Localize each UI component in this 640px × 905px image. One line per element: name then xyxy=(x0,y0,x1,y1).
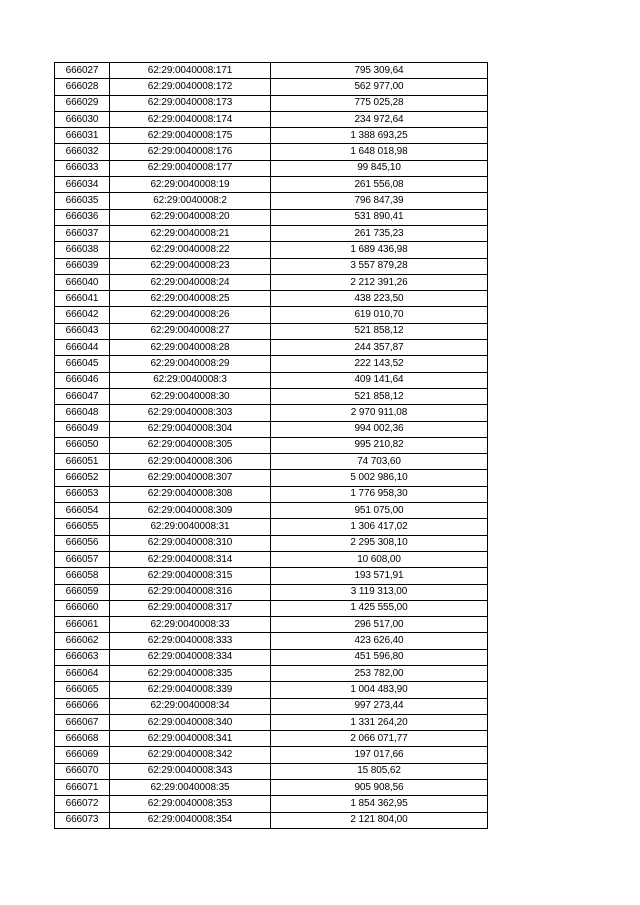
cadastral-number-cell: 62:29:0040008:2 xyxy=(110,193,271,209)
row-number-cell: 666068 xyxy=(55,731,110,747)
table-row xyxy=(55,225,488,241)
table-row xyxy=(55,242,488,258)
table-row xyxy=(55,356,488,372)
row-number-cell: 666058 xyxy=(55,568,110,584)
cadastral-value-cell: 193 571,91 xyxy=(271,568,488,584)
table-row xyxy=(55,698,488,714)
row-number-cell: 666067 xyxy=(55,714,110,730)
cadastral-number-cell: 62:29:0040008:177 xyxy=(110,160,271,176)
table-row xyxy=(55,535,488,551)
cadastral-value-cell: 197 017,66 xyxy=(271,747,488,763)
cadastral-number-cell: 62:29:0040008:307 xyxy=(110,470,271,486)
table-body xyxy=(55,63,488,829)
row-number-cell: 666030 xyxy=(55,111,110,127)
row-number-cell: 666029 xyxy=(55,95,110,111)
row-number-cell: 666061 xyxy=(55,617,110,633)
cadastral-number-cell: 62:29:0040008:308 xyxy=(110,486,271,502)
cadastral-value-cell: 1 331 264,20 xyxy=(271,714,488,730)
cadastral-number-cell: 62:29:0040008:341 xyxy=(110,731,271,747)
cadastral-number-cell: 62:29:0040008:343 xyxy=(110,763,271,779)
cadastral-number-cell: 62:29:0040008:173 xyxy=(110,95,271,111)
table-row xyxy=(55,731,488,747)
row-number-cell: 666072 xyxy=(55,796,110,812)
cadastral-value-cell: 409 141,64 xyxy=(271,372,488,388)
cadastral-value-cell: 1 854 362,95 xyxy=(271,796,488,812)
cadastral-number-cell: 62:29:0040008:333 xyxy=(110,633,271,649)
cadastral-number-cell: 62:29:0040008:304 xyxy=(110,421,271,437)
row-number-cell: 666062 xyxy=(55,633,110,649)
table-row xyxy=(55,584,488,600)
cadastral-number-cell: 62:29:0040008:30 xyxy=(110,388,271,404)
table-row xyxy=(55,454,488,470)
table-row xyxy=(55,258,488,274)
row-number-cell: 666034 xyxy=(55,177,110,193)
cadastral-value-cell: 994 002,36 xyxy=(271,421,488,437)
row-number-cell: 666073 xyxy=(55,812,110,828)
table-row xyxy=(55,437,488,453)
cadastral-number-cell: 62:29:0040008:335 xyxy=(110,665,271,681)
cadastral-value-cell: 423 626,40 xyxy=(271,633,488,649)
table-row xyxy=(55,421,488,437)
cadastral-value-cell: 15 805,62 xyxy=(271,763,488,779)
table-row xyxy=(55,763,488,779)
cadastral-value-cell: 438 223,50 xyxy=(271,291,488,307)
cadastral-value-cell: 1 689 436,98 xyxy=(271,242,488,258)
cadastral-number-cell: 62:29:0040008:310 xyxy=(110,535,271,551)
cadastral-number-cell: 62:29:0040008:305 xyxy=(110,437,271,453)
table-row xyxy=(55,323,488,339)
table-row xyxy=(55,747,488,763)
cadastral-value-cell: 253 782,00 xyxy=(271,665,488,681)
table-row xyxy=(55,796,488,812)
cadastral-value-cell: 951 075,00 xyxy=(271,503,488,519)
cadastral-value-cell: 10 608,00 xyxy=(271,551,488,567)
table-row xyxy=(55,79,488,95)
cadastral-number-cell: 62:29:0040008:33 xyxy=(110,617,271,633)
row-number-cell: 666041 xyxy=(55,291,110,307)
row-number-cell: 666060 xyxy=(55,600,110,616)
cadastral-value-cell: 995 210,82 xyxy=(271,437,488,453)
row-number-cell: 666051 xyxy=(55,454,110,470)
table-row xyxy=(55,682,488,698)
table-row xyxy=(55,486,488,502)
table-row xyxy=(55,780,488,796)
table-row xyxy=(55,274,488,290)
cadastral-value-cell: 796 847,39 xyxy=(271,193,488,209)
row-number-cell: 666037 xyxy=(55,225,110,241)
table-row xyxy=(55,160,488,176)
cadastral-value-cell: 3 557 879,28 xyxy=(271,258,488,274)
cadastral-value-cell: 521 858,12 xyxy=(271,388,488,404)
table-row xyxy=(55,568,488,584)
table-row xyxy=(55,388,488,404)
row-number-cell: 666064 xyxy=(55,665,110,681)
row-number-cell: 666050 xyxy=(55,437,110,453)
cadastral-number-cell: 62:29:0040008:309 xyxy=(110,503,271,519)
cadastral-number-cell: 62:29:0040008:27 xyxy=(110,323,271,339)
cadastral-number-cell: 62:29:0040008:31 xyxy=(110,519,271,535)
cadastral-number-cell: 62:29:0040008:172 xyxy=(110,79,271,95)
row-number-cell: 666042 xyxy=(55,307,110,323)
cadastral-value-cell: 451 596,80 xyxy=(271,649,488,665)
row-number-cell: 666043 xyxy=(55,323,110,339)
table-row xyxy=(55,291,488,307)
row-number-cell: 666069 xyxy=(55,747,110,763)
cadastral-value-cell: 261 735,23 xyxy=(271,225,488,241)
row-number-cell: 666052 xyxy=(55,470,110,486)
table-row xyxy=(55,551,488,567)
table-row xyxy=(55,812,488,828)
row-number-cell: 666063 xyxy=(55,649,110,665)
table-row xyxy=(55,193,488,209)
cadastral-value-cell: 795 309,64 xyxy=(271,63,488,79)
cadastral-value-cell: 905 908,56 xyxy=(271,780,488,796)
cadastral-number-cell: 62:29:0040008:317 xyxy=(110,600,271,616)
row-number-cell: 666049 xyxy=(55,421,110,437)
table-row xyxy=(55,209,488,225)
cadastral-value-cell: 74 703,60 xyxy=(271,454,488,470)
table-row xyxy=(55,144,488,160)
table-row xyxy=(55,633,488,649)
cadastral-number-cell: 62:29:0040008:174 xyxy=(110,111,271,127)
cadastral-value-cell: 5 002 986,10 xyxy=(271,470,488,486)
cadastral-value-cell: 3 119 313,00 xyxy=(271,584,488,600)
cadastral-value-cell: 775 025,28 xyxy=(271,95,488,111)
cadastral-number-cell: 62:29:0040008:24 xyxy=(110,274,271,290)
cadastral-number-cell: 62:29:0040008:303 xyxy=(110,405,271,421)
row-number-cell: 666054 xyxy=(55,503,110,519)
table-row xyxy=(55,600,488,616)
cadastral-number-cell: 62:29:0040008:315 xyxy=(110,568,271,584)
cadastral-number-cell: 62:29:0040008:314 xyxy=(110,551,271,567)
table-row xyxy=(55,95,488,111)
row-number-cell: 666056 xyxy=(55,535,110,551)
table-row xyxy=(55,372,488,388)
table-row xyxy=(55,177,488,193)
table-row xyxy=(55,63,488,79)
cadastral-value-cell: 222 143,52 xyxy=(271,356,488,372)
cadastral-value-cell: 244 357,87 xyxy=(271,340,488,356)
cadastral-number-cell: 62:29:0040008:28 xyxy=(110,340,271,356)
cadastral-number-cell: 62:29:0040008:20 xyxy=(110,209,271,225)
cadastral-value-cell: 997 273,44 xyxy=(271,698,488,714)
row-number-cell: 666070 xyxy=(55,763,110,779)
table-row xyxy=(55,111,488,127)
cadastral-value-table xyxy=(54,62,488,829)
table-row xyxy=(55,470,488,486)
row-number-cell: 666065 xyxy=(55,682,110,698)
row-number-cell: 666044 xyxy=(55,340,110,356)
cadastral-number-cell: 62:29:0040008:34 xyxy=(110,698,271,714)
cadastral-value-cell: 2 121 804,00 xyxy=(271,812,488,828)
row-number-cell: 666028 xyxy=(55,79,110,95)
cadastral-value-cell: 2 212 391,26 xyxy=(271,274,488,290)
cadastral-number-cell: 62:29:0040008:354 xyxy=(110,812,271,828)
row-number-cell: 666045 xyxy=(55,356,110,372)
row-number-cell: 666027 xyxy=(55,63,110,79)
row-number-cell: 666055 xyxy=(55,519,110,535)
cadastral-number-cell: 62:29:0040008:35 xyxy=(110,780,271,796)
cadastral-value-cell: 1 776 958,30 xyxy=(271,486,488,502)
cadastral-value-cell: 1 425 555,00 xyxy=(271,600,488,616)
table-row xyxy=(55,307,488,323)
cadastral-number-cell: 62:29:0040008:339 xyxy=(110,682,271,698)
cadastral-value-cell: 2 066 071,77 xyxy=(271,731,488,747)
cadastral-value-cell: 1 648 018,98 xyxy=(271,144,488,160)
row-number-cell: 666046 xyxy=(55,372,110,388)
cadastral-number-cell: 62:29:0040008:29 xyxy=(110,356,271,372)
table-row xyxy=(55,340,488,356)
row-number-cell: 666035 xyxy=(55,193,110,209)
cadastral-number-cell: 62:29:0040008:176 xyxy=(110,144,271,160)
cadastral-number-cell: 62:29:0040008:353 xyxy=(110,796,271,812)
cadastral-number-cell: 62:29:0040008:26 xyxy=(110,307,271,323)
cadastral-value-cell: 234 972,64 xyxy=(271,111,488,127)
table-row xyxy=(55,503,488,519)
cadastral-value-cell: 531 890,41 xyxy=(271,209,488,225)
cadastral-number-cell: 62:29:0040008:342 xyxy=(110,747,271,763)
table-row xyxy=(55,714,488,730)
cadastral-value-cell: 2 970 911,08 xyxy=(271,405,488,421)
cadastral-value-cell: 1 388 693,25 xyxy=(271,128,488,144)
cadastral-value-cell: 296 517,00 xyxy=(271,617,488,633)
cadastral-value-cell: 619 010,70 xyxy=(271,307,488,323)
row-number-cell: 666033 xyxy=(55,160,110,176)
row-number-cell: 666047 xyxy=(55,388,110,404)
cadastral-number-cell: 62:29:0040008:21 xyxy=(110,225,271,241)
cadastral-number-cell: 62:29:0040008:19 xyxy=(110,177,271,193)
cadastral-number-cell: 62:29:0040008:23 xyxy=(110,258,271,274)
cadastral-number-cell: 62:29:0040008:25 xyxy=(110,291,271,307)
row-number-cell: 666048 xyxy=(55,405,110,421)
cadastral-value-cell: 2 295 308,10 xyxy=(271,535,488,551)
cadastral-value-cell: 562 977,00 xyxy=(271,79,488,95)
cadastral-value-cell: 521 858,12 xyxy=(271,323,488,339)
cadastral-number-cell: 62:29:0040008:334 xyxy=(110,649,271,665)
table-row xyxy=(55,405,488,421)
row-number-cell: 666038 xyxy=(55,242,110,258)
row-number-cell: 666059 xyxy=(55,584,110,600)
row-number-cell: 666036 xyxy=(55,209,110,225)
row-number-cell: 666066 xyxy=(55,698,110,714)
cadastral-number-cell: 62:29:0040008:340 xyxy=(110,714,271,730)
row-number-cell: 666040 xyxy=(55,274,110,290)
row-number-cell: 666032 xyxy=(55,144,110,160)
cadastral-value-cell: 99 845,10 xyxy=(271,160,488,176)
cadastral-value-cell: 1 306 417,02 xyxy=(271,519,488,535)
cadastral-number-cell: 62:29:0040008:175 xyxy=(110,128,271,144)
cadastral-number-cell: 62:29:0040008:171 xyxy=(110,63,271,79)
row-number-cell: 666071 xyxy=(55,780,110,796)
cadastral-number-cell: 62:29:0040008:3 xyxy=(110,372,271,388)
cadastral-number-cell: 62:29:0040008:306 xyxy=(110,454,271,470)
row-number-cell: 666031 xyxy=(55,128,110,144)
cadastral-value-cell: 1 004 483,90 xyxy=(271,682,488,698)
table-row xyxy=(55,617,488,633)
cadastral-number-cell: 62:29:0040008:22 xyxy=(110,242,271,258)
cadastral-number-cell: 62:29:0040008:316 xyxy=(110,584,271,600)
row-number-cell: 666053 xyxy=(55,486,110,502)
row-number-cell: 666057 xyxy=(55,551,110,567)
table-row xyxy=(55,519,488,535)
table-row xyxy=(55,649,488,665)
table-row xyxy=(55,665,488,681)
table-row xyxy=(55,128,488,144)
cadastral-value-cell: 261 556,08 xyxy=(271,177,488,193)
row-number-cell: 666039 xyxy=(55,258,110,274)
